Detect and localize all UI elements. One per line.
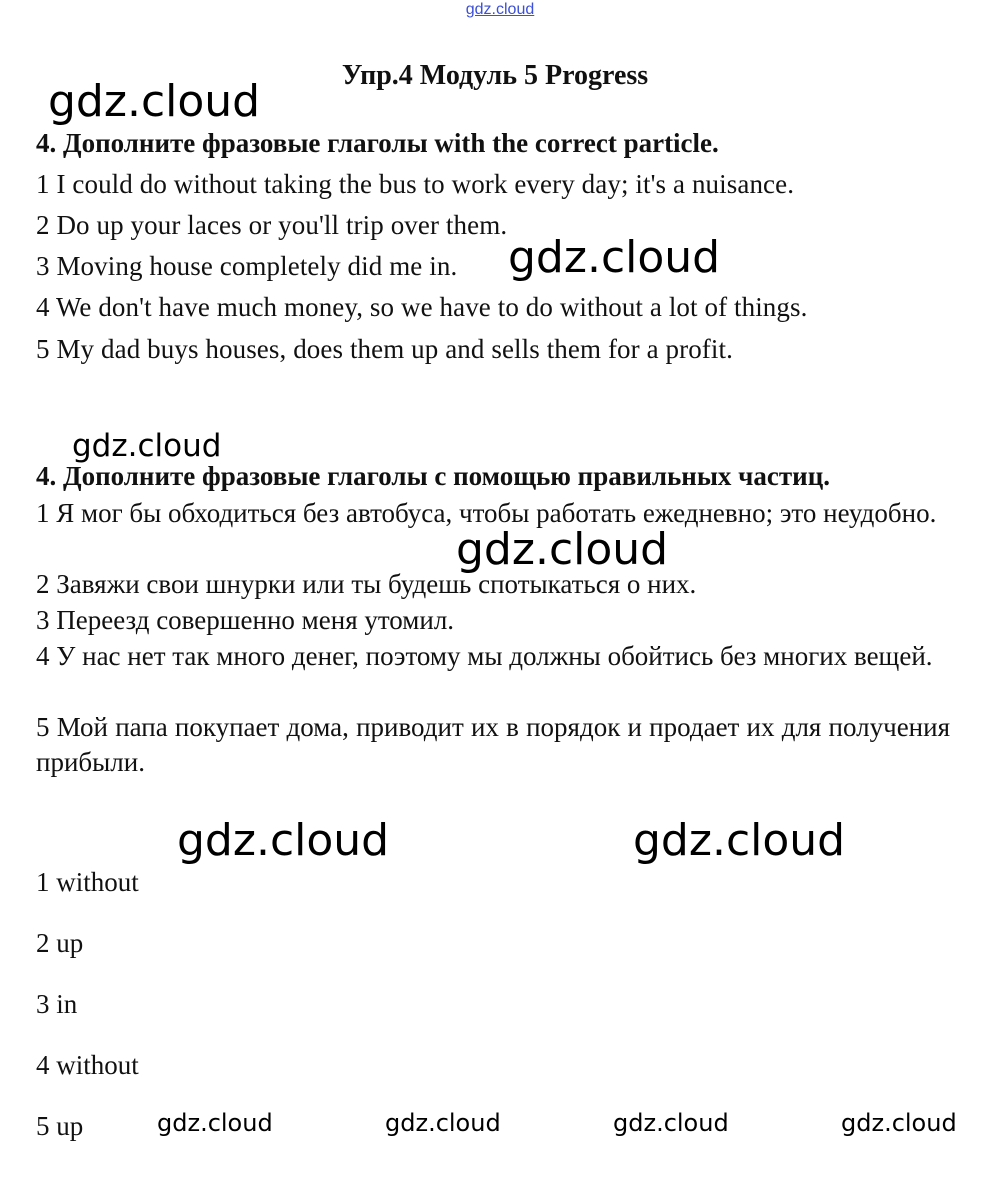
russian-exercise-heading: 4. Дополните фразовые глаголы с помощью правильных частиц. bbox=[36, 461, 831, 491]
watermark: gdz.cloud bbox=[456, 524, 669, 575]
english-exercise-heading: 4. Дополните фразовые глаголы with the correct particle. bbox=[36, 128, 719, 158]
russian-item-4: 4 У нас нет так много денег, поэтому мы должны обойтись без многих вещей. bbox=[36, 641, 933, 671]
english-item-4: 4 We don't have much money, so we have to do without a lot of things. bbox=[36, 292, 808, 322]
english-item-5: 5 My dad buys houses, does them up and sells them for a profit. bbox=[36, 334, 733, 364]
watermark: gdz.cloud bbox=[157, 1109, 273, 1137]
english-item-2: 2 Do up your laces or you'll trip over them. bbox=[36, 210, 508, 240]
watermark: gdz.cloud bbox=[385, 1109, 501, 1137]
russian-item-1: 1 Я мог бы обходиться без автобуса, чтобы работать ежедневно; это неудобно. bbox=[36, 498, 937, 528]
watermark: gdz.cloud bbox=[633, 815, 846, 866]
answer-1: 1 without bbox=[36, 867, 139, 897]
page-title: Упр.4 Модуль 5 Progress bbox=[341, 60, 649, 91]
russian-item-2: 2 Завяжи свои шнурки или ты будешь спотыкаться о них. bbox=[36, 569, 697, 599]
watermark: gdz.cloud bbox=[508, 232, 721, 283]
top-site-link[interactable]: gdz.cloud bbox=[465, 1, 535, 18]
answer-4: 4 without bbox=[36, 1050, 139, 1080]
watermark: gdz.cloud bbox=[841, 1109, 957, 1137]
russian-item-5: 5 Мой папа покупает дома, приводит их в порядок и продает их для получения прибыли. bbox=[36, 712, 950, 777]
russian-item-3: 3 Переезд совершенно меня утомил. bbox=[36, 605, 455, 635]
watermark: gdz.cloud bbox=[48, 76, 261, 127]
answer-5: 5 up bbox=[36, 1111, 84, 1141]
watermark: gdz.cloud bbox=[177, 815, 390, 866]
answer-3: 3 in bbox=[36, 989, 78, 1019]
watermark: gdz.cloud bbox=[72, 428, 222, 464]
watermark: gdz.cloud bbox=[613, 1109, 729, 1137]
english-item-3: 3 Moving house completely did me in. bbox=[36, 251, 458, 281]
english-item-1: 1 I could do without taking the bus to work every day; it's a nuisance. bbox=[36, 169, 795, 199]
answer-2: 2 up bbox=[36, 928, 84, 958]
